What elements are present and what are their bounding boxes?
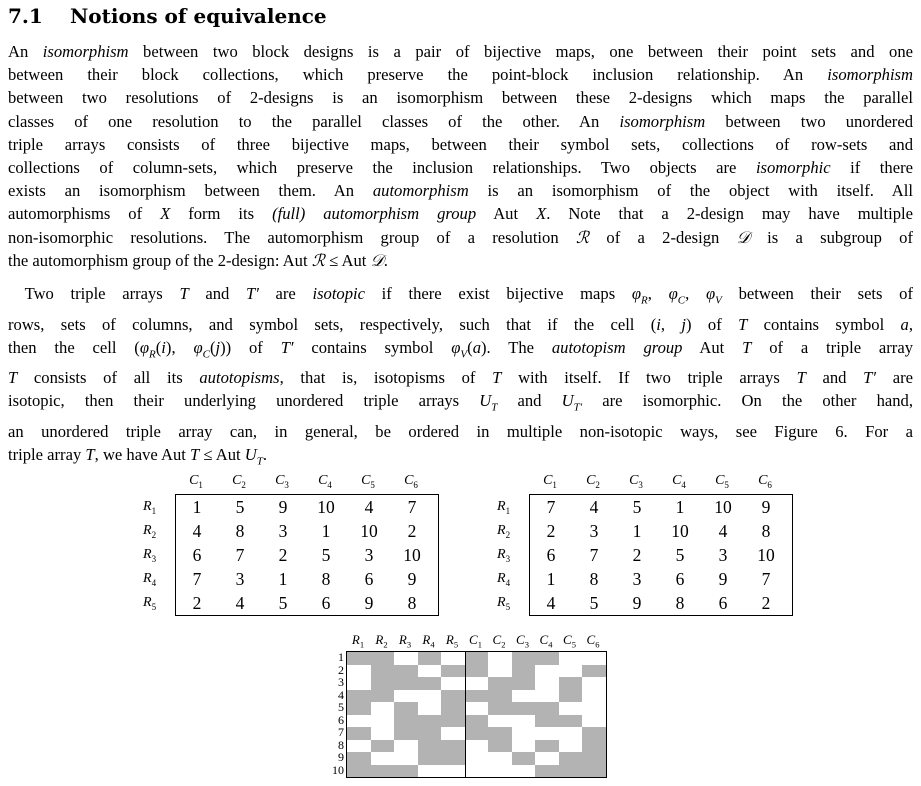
text-run: ≤ Aut (324, 250, 371, 270)
incidence-cell-filled (582, 665, 606, 678)
row-header: $R_4$ (497, 571, 511, 588)
incidence-cell-filled (371, 765, 395, 778)
text-run: triple array (8, 445, 86, 465)
incidence-row-label: 9 (338, 750, 344, 764)
incidence-cell-filled (582, 727, 606, 740)
section-title: Notions of equivalence (70, 4, 327, 28)
table-cell: 1 (192, 497, 202, 517)
text-run: of a triple array (751, 337, 913, 357)
text-run: i (656, 314, 661, 334)
text-run: φ (451, 337, 461, 357)
paragraph1-line (8, 156, 913, 179)
table-cell: 5 (235, 497, 245, 517)
table-cell: 10 (403, 545, 421, 565)
table-cell: 2 (632, 545, 642, 565)
text-run: are (258, 284, 313, 303)
column-header: $C_6$ (404, 473, 418, 490)
incidence-cell-filled (559, 677, 583, 690)
incidence-cell-filled (371, 652, 395, 665)
incidence-cell-filled (418, 752, 442, 765)
incidence-cell-filled (394, 665, 418, 678)
text-run: are (876, 368, 913, 388)
incidence-cell-filled (441, 752, 465, 765)
triple-array-table-right (497, 473, 797, 618)
incidence-cell-filled (465, 652, 489, 665)
row-header: $R_2$ (497, 523, 511, 540)
table-cell: 2 (407, 521, 417, 541)
table-cell: 8 (321, 569, 331, 589)
table-cell: 7 (407, 497, 417, 517)
text-run: R (149, 348, 156, 361)
table-cell: 9 (278, 497, 288, 517)
table-cell: 9 (364, 593, 374, 613)
text-run: if there exist bijective maps (365, 284, 632, 303)
text-run: C (202, 348, 210, 361)
text-run: T (796, 368, 806, 388)
column-header: $C_1$ (189, 473, 203, 490)
table-cell: 6 (675, 569, 685, 589)
paragraph1-line (8, 110, 913, 133)
text-run: X (160, 204, 171, 224)
incidence-cell-filled (559, 752, 583, 765)
table-cell: 6 (321, 593, 331, 613)
incidence-row-label: 6 (338, 712, 344, 727)
column-header: $C_2$ (232, 473, 246, 490)
incidence-row-label: 8 (338, 737, 344, 752)
table-cell: 6 (718, 593, 728, 613)
incidence-cell-filled (394, 715, 418, 728)
incidence-cell-filled (465, 690, 489, 703)
table-cell: 3 (718, 545, 728, 565)
table-cell: 5 (675, 545, 685, 565)
table-cell: 4 (589, 497, 599, 517)
paragraph1-line (8, 86, 913, 109)
section-heading (8, 2, 327, 30)
text-run: is an isomorphism of the object with itself. All (468, 181, 913, 201)
table-cell: 7 (589, 545, 599, 565)
incidence-cell-filled (418, 652, 442, 665)
incidence-row-label: 4 (338, 687, 344, 702)
paragraph2-line (8, 282, 913, 313)
text-run: T′ (280, 337, 294, 357)
text-run: , that is, isotopisms of (279, 368, 493, 388)
text-run: autotopisms (199, 368, 280, 388)
incidence-cell-filled (512, 652, 536, 665)
text-run: φ (705, 284, 716, 303)
text-run: Aut (682, 337, 743, 357)
text-run: V (715, 294, 722, 307)
incidence-column-header: $R_3$ (398, 632, 412, 650)
incidence-cell-filled (512, 702, 536, 715)
text-run: between two resolutions of 2-designs is an isomorphism between these 2-designs which maps the parallel (8, 88, 913, 108)
incidence-cell-filled (347, 652, 371, 665)
text-run: with itself. If two triple arrays (501, 368, 797, 388)
table-cell: 5 (589, 593, 599, 613)
row-header: $R_4$ (143, 571, 157, 588)
incidence-row-label: 1 (338, 650, 344, 664)
incidence-cell-filled (559, 690, 583, 703)
incidence-cell-filled (535, 652, 559, 665)
incidence-grid-figure (316, 632, 616, 782)
text-run: φ (668, 284, 678, 303)
text-run: and (805, 368, 864, 388)
incidence-cell-filled (418, 740, 442, 753)
table-cell: 8 (407, 593, 417, 613)
text-run: a (900, 314, 909, 334)
incidence-cell-filled (535, 740, 559, 753)
text-run: T′ (245, 284, 259, 303)
table-cell: 1 (632, 521, 642, 541)
text-run: T (742, 337, 752, 357)
incidence-row-label: 10 (332, 762, 344, 777)
incidence-column-header: $C_6$ (586, 632, 600, 650)
table-cell: 1 (321, 521, 331, 541)
text-run: , (908, 314, 913, 334)
text-run: automorphism (372, 181, 469, 201)
table-cell: 7 (192, 569, 202, 589)
text-run: T′ (863, 368, 877, 388)
text-run: . Note that a 2-design may have multiple (546, 204, 913, 224)
table-cell: 6 (192, 545, 202, 565)
incidence-column-header: $R_4$ (422, 632, 435, 650)
incidence-column-header: $C_1$ (469, 632, 482, 650)
incidence-column-header: $C_2$ (492, 632, 506, 650)
incidence-cell-filled (441, 702, 465, 715)
table-cell: 9 (632, 593, 642, 613)
text-run: isotopic, then their underlying unordered triple arrays (8, 391, 480, 411)
text-run: . (262, 445, 268, 465)
text-run: 𝒟 (370, 250, 384, 270)
incidence-cell-filled (582, 765, 606, 778)
text-run: , (685, 284, 706, 303)
incidence-cell-filled (394, 702, 418, 715)
incidence-cell-filled (559, 715, 583, 728)
paragraph1-line (8, 202, 913, 225)
paragraph2-line (8, 443, 913, 474)
incidence-cell-filled (394, 727, 418, 740)
text-run: then the cell ( (8, 337, 140, 357)
column-header: $C_5$ (361, 473, 375, 490)
text-run: V (460, 348, 468, 361)
incidence-cell-filled (441, 690, 465, 703)
text-run: are isomorphic. On the other hand, (582, 391, 913, 411)
incidence-cell-filled (465, 665, 489, 678)
table-cell: 5 (321, 545, 331, 565)
text-run: j (215, 337, 221, 357)
text-run: . (383, 250, 388, 270)
text-run: of a 2-design (589, 227, 737, 247)
text-run: between two unordered (705, 111, 913, 131)
table-cell: 9 (761, 497, 771, 517)
text-run: U (244, 445, 257, 465)
text-run: U (479, 391, 492, 411)
paragraph2-line (8, 366, 913, 389)
incidence-column-header: $R_5$ (445, 632, 459, 650)
text-run: collections of column-sets, which preserve the inclusion relationships. Two objects are (8, 158, 756, 178)
table-cell: 3 (278, 521, 288, 541)
text-run: contains symbol (747, 314, 901, 334)
text-run: isomorphism (619, 111, 706, 131)
text-run: the automorphism group of the 2-design: Aut (8, 250, 312, 270)
text-run: φ (139, 337, 150, 357)
table-cell: 10 (757, 545, 775, 565)
incidence-grid (346, 651, 607, 778)
incidence-cell-filled (371, 665, 395, 678)
column-header: $C_3$ (629, 473, 643, 490)
text-run: )) of (220, 337, 281, 357)
text-run: an unordered triple array can, in general, be ordered in multiple non-isotopic ways, see Figure 6. For a (8, 421, 913, 441)
table-cell: 8 (761, 521, 771, 541)
incidence-cell-filled (418, 715, 442, 728)
table-cell: 6 (364, 569, 374, 589)
table-cell: 7 (235, 545, 245, 565)
table-cell: 3 (364, 545, 374, 565)
incidence-cell-filled (347, 727, 371, 740)
column-header: $C_3$ (275, 473, 289, 490)
text-run: ℛ (311, 250, 325, 270)
incidence-cell-filled (535, 765, 559, 778)
incidence-cell-filled (488, 727, 512, 740)
paragraph1-line (8, 40, 913, 63)
text-run: between their block collections, which preserve the point-block inclusion relationship. An (8, 65, 828, 85)
incidence-cell-filled (418, 677, 442, 690)
incidence-cell-filled (582, 740, 606, 753)
paragraph2-line (8, 313, 913, 336)
incidence-column-header: $R_1$ (351, 632, 365, 650)
paragraph1-line (8, 63, 913, 86)
text-run: Two triple arrays (8, 284, 180, 303)
text-run: if there (830, 158, 913, 178)
text-run: a (472, 337, 481, 357)
column-header: $C_4$ (318, 473, 332, 490)
text-run: T (190, 445, 200, 465)
text-run: U (561, 391, 574, 411)
text-run: T (256, 455, 263, 468)
table-cell: 5 (278, 593, 288, 613)
table-cell: 4 (235, 593, 245, 613)
table-cell: 3 (632, 569, 642, 589)
incidence-cell-filled (488, 702, 512, 715)
paragraph2-line (8, 389, 913, 420)
text-run: 𝒟 (736, 227, 750, 247)
text-run: T′ (573, 401, 583, 414)
incidence-cell-filled (441, 665, 465, 678)
text-run: and (188, 284, 246, 303)
table-cell: 4 (546, 593, 556, 613)
table-cell: 7 (546, 497, 556, 517)
table-cell: 4 (364, 497, 374, 517)
table-cell: 4 (718, 521, 728, 541)
incidence-cell-filled (441, 715, 465, 728)
table-cell: 3 (589, 521, 599, 541)
text-run: ), (165, 337, 194, 357)
table-cell: 1 (278, 569, 288, 589)
text-run: , we have Aut (94, 445, 191, 465)
text-run: i (161, 337, 166, 357)
incidence-column-header: $R_2$ (375, 632, 388, 650)
incidence-cell-filled (465, 727, 489, 740)
text-run: classes of one resolution to the parallel classes of the other. An (8, 111, 620, 131)
table-cell: 2 (278, 545, 288, 565)
text-run: isotopic (312, 284, 365, 303)
table-cell: 1 (675, 497, 685, 517)
text-run: R (641, 294, 648, 307)
text-run: ( (155, 337, 162, 357)
incidence-cell-filled (488, 740, 512, 753)
text-run: isomorphic (755, 158, 831, 178)
incidence-cell-filled (488, 677, 512, 690)
incidence-cell-filled (347, 690, 371, 703)
incidence-cell-filled (418, 727, 442, 740)
table-cell: 2 (192, 593, 202, 613)
row-header: $R_1$ (497, 499, 511, 516)
text-run: j (681, 314, 687, 334)
text-run: T (179, 284, 189, 303)
text-run: ). The (480, 337, 552, 357)
text-run: T (491, 401, 498, 414)
incidence-cell-filled (582, 752, 606, 765)
incidence-cell-filled (512, 677, 536, 690)
table-cell: 10 (360, 521, 378, 541)
text-run: triple arrays consists of three bijective maps, between their symbol sets, collections of row-sets and (8, 134, 913, 154)
row-header: $R_5$ (143, 595, 157, 612)
row-header: $R_5$ (497, 595, 511, 612)
text-run: Aut (476, 204, 537, 224)
text-run: form its (170, 204, 273, 224)
incidence-cell-filled (371, 740, 395, 753)
table-cell: 4 (192, 521, 202, 541)
incidence-cell-filled (465, 715, 489, 728)
table-cell: 8 (675, 593, 685, 613)
text-run: T (738, 314, 748, 334)
table-cell: 7 (761, 569, 771, 589)
text-run: exists an isomorphism between them. An (8, 181, 373, 201)
text-run: C (677, 294, 686, 307)
paragraph1-line (8, 226, 913, 249)
table-cell: 10 (714, 497, 732, 517)
text-run: autotopism group (551, 337, 683, 357)
table-cell: 9 (407, 569, 417, 589)
column-header: $C_5$ (715, 473, 729, 490)
incidence-cell-filled (441, 740, 465, 753)
table-cell: 2 (761, 593, 771, 613)
text-run: isomorphism (42, 42, 129, 61)
row-header: $R_1$ (143, 499, 157, 516)
text-run: An (8, 42, 43, 61)
paragraph2-line (8, 336, 913, 367)
text-run: is a subgroup of (749, 227, 913, 247)
text-run: between two block designs is a pair of bijective maps, one between their point sets and one (128, 42, 913, 61)
text-run: T (492, 368, 502, 388)
incidence-cell-filled (371, 677, 395, 690)
incidence-cell-filled (512, 665, 536, 678)
row-header: $R_2$ (143, 523, 157, 540)
text-run: between their sets of (721, 284, 913, 303)
section-number: 7.1 (8, 4, 43, 28)
column-header: $C_4$ (672, 473, 686, 490)
text-run: ) of (686, 314, 739, 334)
incidence-column-header: $C_3$ (516, 632, 529, 650)
incidence-row-label: 7 (338, 725, 344, 739)
text-run: T (8, 368, 18, 388)
incidence-column-header: $C_4$ (539, 632, 553, 650)
text-run: (full) automorphism group (272, 204, 477, 224)
text-run: rows, sets of columns, and symbol sets, respectively, such that if the cell ( (8, 314, 657, 334)
incidence-column-header: $C_5$ (563, 632, 576, 650)
table-cell: 8 (235, 521, 245, 541)
incidence-cell-filled (488, 690, 512, 703)
paragraph-definitions (8, 40, 913, 272)
text-run: ≤ Aut (199, 445, 245, 465)
text-run: X (536, 204, 547, 224)
row-header: $R_3$ (143, 547, 157, 564)
incidence-cell-filled (347, 752, 371, 765)
incidence-cell-filled (394, 677, 418, 690)
incidence-cell-filled (347, 702, 371, 715)
incidence-cell-filled (371, 690, 395, 703)
text-run: φ (193, 337, 203, 357)
text-run: non-isomorphic resolutions. The automorphism group of a resolution (8, 227, 576, 247)
incidence-separator (465, 652, 466, 777)
text-run: isomorphism (827, 65, 913, 85)
text-run: automorphisms of (8, 204, 161, 224)
table-cell: 9 (718, 569, 728, 589)
text-run: contains symbol (293, 337, 452, 357)
column-header: $C_1$ (543, 473, 557, 490)
text-run: φ (631, 284, 642, 303)
column-header: $C_2$ (586, 473, 600, 490)
text-run: ( (209, 337, 216, 357)
table-cell: 5 (632, 497, 642, 517)
text-run: and (497, 391, 562, 411)
text-run: , (647, 284, 669, 303)
table-cell: 8 (589, 569, 599, 589)
incidence-cell-filled (512, 752, 536, 765)
table-cell: 6 (546, 545, 556, 565)
paragraph1-line (8, 249, 913, 272)
triple-array-table-left (143, 473, 443, 618)
text-run: ℛ (575, 227, 590, 247)
paragraph-isotopy (8, 282, 913, 474)
table-cell: 2 (546, 521, 556, 541)
text-run: , (660, 314, 682, 334)
incidence-cell-filled (535, 715, 559, 728)
paragraph2-line (8, 420, 913, 443)
row-header: $R_3$ (497, 547, 511, 564)
incidence-cell-filled (347, 765, 371, 778)
incidence-row-label: 2 (338, 662, 344, 677)
table-cell: 10 (671, 521, 689, 541)
text-run: consists of all its (17, 368, 200, 388)
paragraph1-line (8, 179, 913, 202)
text-run: T (85, 445, 95, 465)
table-cell: 10 (317, 497, 335, 517)
incidence-cell-filled (535, 702, 559, 715)
table-cell: 3 (235, 569, 245, 589)
text-run: ( (467, 337, 473, 357)
incidence-cell-filled (559, 765, 583, 778)
incidence-cell-filled (394, 765, 418, 778)
table-cell: 1 (546, 569, 556, 589)
incidence-row-label: 3 (338, 675, 344, 689)
incidence-row-label: 5 (338, 700, 344, 714)
paragraph1-line (8, 133, 913, 156)
column-header: $C_6$ (758, 473, 772, 490)
